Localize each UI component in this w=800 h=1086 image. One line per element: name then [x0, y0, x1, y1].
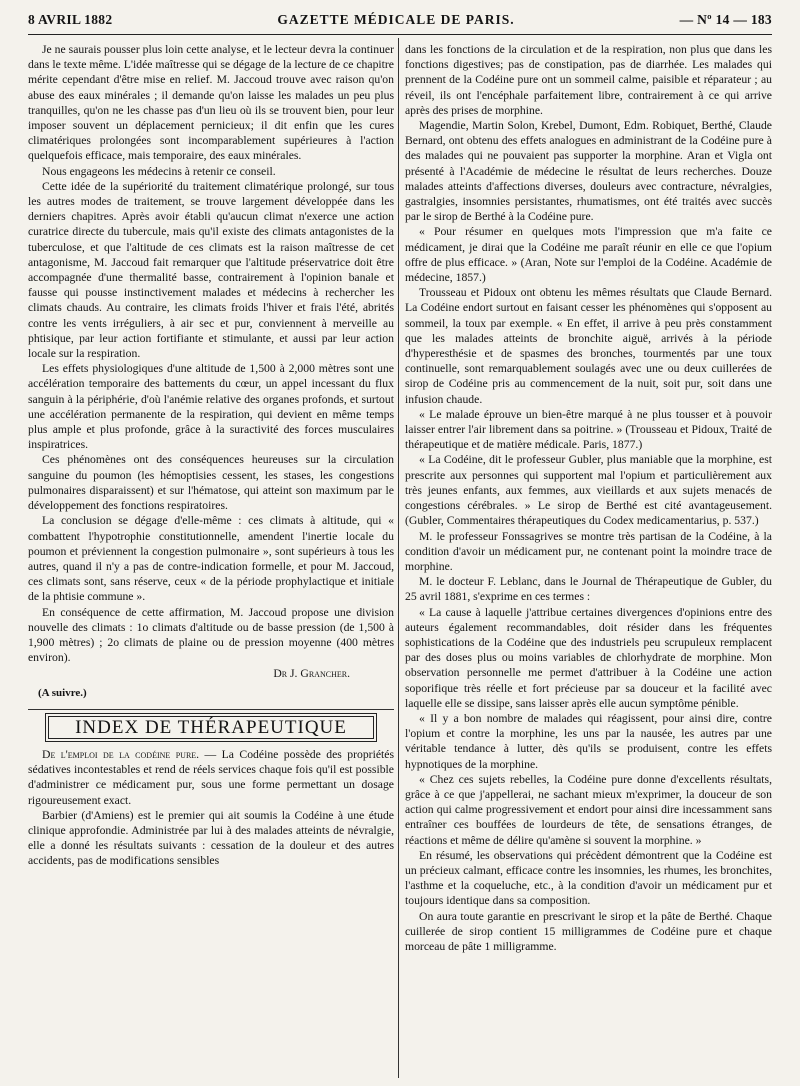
paragraph: On aura toute garantie en prescrivant le sirop et la pâte de Berthé. Chaque cuillerée de sirop contient 15 milligrammes de Codéine pure et chaque morceau de pâte 1 milligramme. — [405, 909, 772, 953]
header-title: GAZETTE MÉDICALE DE PARIS. — [277, 12, 515, 27]
paragraph: En conséquence de cette affirmation, M. Jaccoud propose une division nouvelle des climats : 1o climats d'altitude ou de basse pression (de 1,500 à 1,900 mètres) ; 2o climats de plaine ou de pression moyenne (400 mètres environ). — [28, 605, 394, 665]
to-be-continued: (A suivre.) — [38, 686, 87, 699]
paragraph: Trousseau et Pidoux ont obtenu les mêmes résultats que Claude Bernard. La Codéine endort surtout en faisant cesser les phénomènes qui s'opposent au sommeil, la toux par exemple. « En effet, il arrive à peu près constamment que les malades atteints de bronchite aiguë, arrivés à la période d'hyperesthésie et de spasmes des bronches, tourmentés par une toux continuelle, sont remarquablement soulagés avec une ou deux cuillerées de sirop de Codéine pris au commencement de la nuit, soit pur, soit dans une infusion chaude. — [405, 286, 772, 406]
paragraph: « Il y a bon nombre de malades qui réagissent, pour ainsi dire, contre l'opium et contre la morphine, les uns par la nausée, les autres par une véritable tendance à lutter, dès qu'ils se produisent, contre les effets hypnotiques de la morphine. — [405, 711, 772, 771]
right-column — [405, 42, 772, 954]
section-rule — [28, 709, 394, 710]
paragraph: « La Codéine, dit le professeur Gubler, plus maniable que la morphine, est prescrite aux personnes qui supportent mal l'opium et particulièrement aux très jeunes enfants, aux femmes, aux vieillards et aux sujets menacés de congestions cérébrales. » Le sirop de Berthé est cité avantageusement. (Gubler, Commentaires thérapeutiques du Codex medicamentarius, p. 537.) — [405, 453, 772, 528]
paragraph: Les effets physiologiques d'une altitude de 1,500 à 2,000 mètres sont une accélération temporaire des battements du cœur, un appel incessant du flux sanguin à la périphérie, d'où l'anémie relative des organes profonds, et surtout une accélération permanente de la respiration, qui devient en même temps plus ample et plus profonde, grâce à la suractivité des forces musculaires inspiratrices. — [28, 362, 394, 452]
header-issue: — Nº 14 — 183 — [679, 12, 772, 27]
header-date: 8 AVRIL 1882 — [28, 12, 113, 27]
section-title: INDEX DE THÉRAPEUTIQUE — [48, 716, 374, 739]
paragraph: M. le professeur Fonssagrives se montre très partisan de la Codéine, à la condition d'avoir un médicament pur, ne contenant point la moindre trace de morphine. — [405, 529, 772, 573]
paragraph: Cette idée de la supériorité du traitement climatérique prolongé, sur tous les autres modes de traitement, se trouve largement développée dans les derniers chapitres. Après avoir établi qu'aucun climat n'exerce une action curatrice directe du tubercule, mais qu'il existe des climats antagonistes de la tuberculose, et que l'altitude de ces climats est la raison maîtresse de cet antagonisme, M. Jaccoud fait remarquer que l'altitude préservatrice doit être accompagnée d'une thermalité basse, contrairement à l'opinion banale et fausse qui pousse instinctivement malades et médecins à rechercher les climats chauds. Au contraire, les climats froids l'hiver et frais l'été, abrités contre les vents irréguliers, à air sec et pur, conviennent à merveille au phtisique, par leur action fortifiante et stimulante, et aussi par leur action locale sur la respiration. — [28, 179, 394, 361]
paragraph: Ces phénomènes ont des conséquences heureuses sur la circulation sanguine du poumon (les hémoptisies cessent, les stases, les congestions pulmonaires disparaissent) et sur l'hématose, qui atteint son maximum par le développement des fonctions respiratoires. — [28, 453, 394, 513]
paragraph: « Chez ces sujets rebelles, la Codéine pure donne d'excellents résultats, grâce à ce que j'appellerai, ne sachant mieux m'exprimer, la douceur de son action qui calme progressivement et endort pour ainsi dire incessamment sans entraîner ces bouffées de lourdeurs de tête, de sensations étranges, de réactions et même de délire qu'amène si souvent la morphine. » — [405, 772, 772, 847]
paragraph: En résumé, les observations qui précèdent démontrent que la Codéine est un précieux calmant, efficace contre les insomnies, les rhumes, les bronchites, l'asthme et la coqueluche, etc., à la condition d'avoir un médicament pur et toujours identique dans sa composition. — [405, 848, 772, 908]
paragraph: Je ne saurais pousser plus loin cette analyse, et le lecteur devra la continuer dans le texte même. L'idée maîtresse qui se dégage de la lecture de ce chapitre mérite cependant d'être mise en relief. M. Jaccoud trouve avec raison qu'on abuse des eaux minérales ; il demande qu'on laisse les malades un peu plus tranquilles, qu'on ne les chasse pas d'un lieu où ils se trouvent bien, pour leur imposer souvent un déplacement pernicieux; il dit enfin que les cures climatériques prolongées sont incomparablement supérieures à l'action quelquefois efficace, mais temporaire, des eaux minérales. — [28, 43, 394, 163]
header-rule — [28, 34, 772, 35]
lead-in: De l'emploi de la codéine pure. — [42, 747, 200, 761]
paragraph: Magendie, Martin Solon, Krebel, Dumont, Edm. Robiquet, Berthé, Claude Bernard, ont obtenu des effets analogues en administrant de la Codéine pure à des malades qui ne pouvaient pas supporter la morphine. Aran et Vigla ont présenté à l'Académie de médecine le résultat de leurs recherches. Douze malades atteints d'affections diverses, douleurs avec contracture, névralgies, gastralgies, insomnies persistantes, rhumatismes, ont été traités avec succès par le sirop de Berthé à la Codéine pure. — [405, 119, 772, 224]
paragraph: Nous engageons les médecins à retenir ce conseil. — [42, 164, 276, 178]
paragraph: « Le malade éprouve un bien-être marqué à ne plus tousser et à pouvoir laisser entrer l'air librement dans sa poitrine. » (Trousseau et Pidoux, Traité de thérapeutique et de matière médicale. Paris, 1877.) — [405, 407, 772, 452]
lead-text: — La Codéine possède des propriétés sédatives incontestables et rend de réels services chaque fois qu'il est possible d'administrer ce médicament pur, sous une forme permettant un dosage rigoureusement exact. — [28, 747, 394, 807]
paragraph: M. le docteur F. Leblanc, dans le Journal de Thérapeutique de Gubler, du 25 avril 1881, s'exprime en ces termes : — [405, 575, 772, 604]
paragraph: « Pour résumer en quelques mots l'impression que m'a faite ce médicament, je dirai que la Codéine me paraît réunir en elle ce que l'opium offre de plus efficace. » (Aran, Note sur l'emploi de la Codéine. Académie de médecine, 1857.) — [405, 225, 772, 285]
page-header — [28, 8, 772, 32]
paragraph: dans les fonctions de la circulation et de la respiration, non plus que dans les fonctions digestives; pas de constipation, pas de diarrhée. Les malades qui prennent de la Codéine pure ont un sommeil calme, paisible et réparateur ; au réveil, ils ont l'encéphale parfaitement libre, contrairement à ce qui arrive après des prises de morphine. — [405, 43, 772, 117]
column-divider — [398, 38, 399, 1078]
signature: Dr J. Grancher. — [273, 667, 350, 681]
paragraph: La conclusion se dégage d'elle-même : ces climats à altitude, qui « combattent l'hypotrophie constitutionnelle, amendent l'inertie locale du poumon et préviennent la congestion pulmonaire », sont supérieurs à tous les autres, quand il n'y a pas de contre-indication formelle, et pour M. Jaccoud, ces climats sont, sans réserve, ceux « de la période prophylactique et initiale de la phtisie commune ». — [28, 514, 394, 604]
paragraph: « La cause à laquelle j'attribue certaines divergences d'opinions entre des auteurs également recommandables, doit résider dans les fréquentes sophistications de la Codéine que des industriels peu scrupuleux remplacent par des doses plus ou moins variables de chlorhydrate de morphine. Mon observation personnelle me permet d'attribuer à la Codéine une action soporifique très réelle et fort précieuse par sa douceur et la facilité avec laquelle elle se dissipe, sans laisser après elle aucun symptôme pénible. — [405, 605, 772, 710]
paragraph: Barbier (d'Amiens) est le premier qui ait soumis la Codéine à une étude clinique approfondie. Administrée par lui à des malades atteints de névralgie, elle a donné les résultats suivants : cessation de la douleur et des autres accidents, pas de modifications sensibles — [28, 808, 394, 868]
left-column — [28, 42, 394, 869]
paragraph — [28, 747, 394, 808]
